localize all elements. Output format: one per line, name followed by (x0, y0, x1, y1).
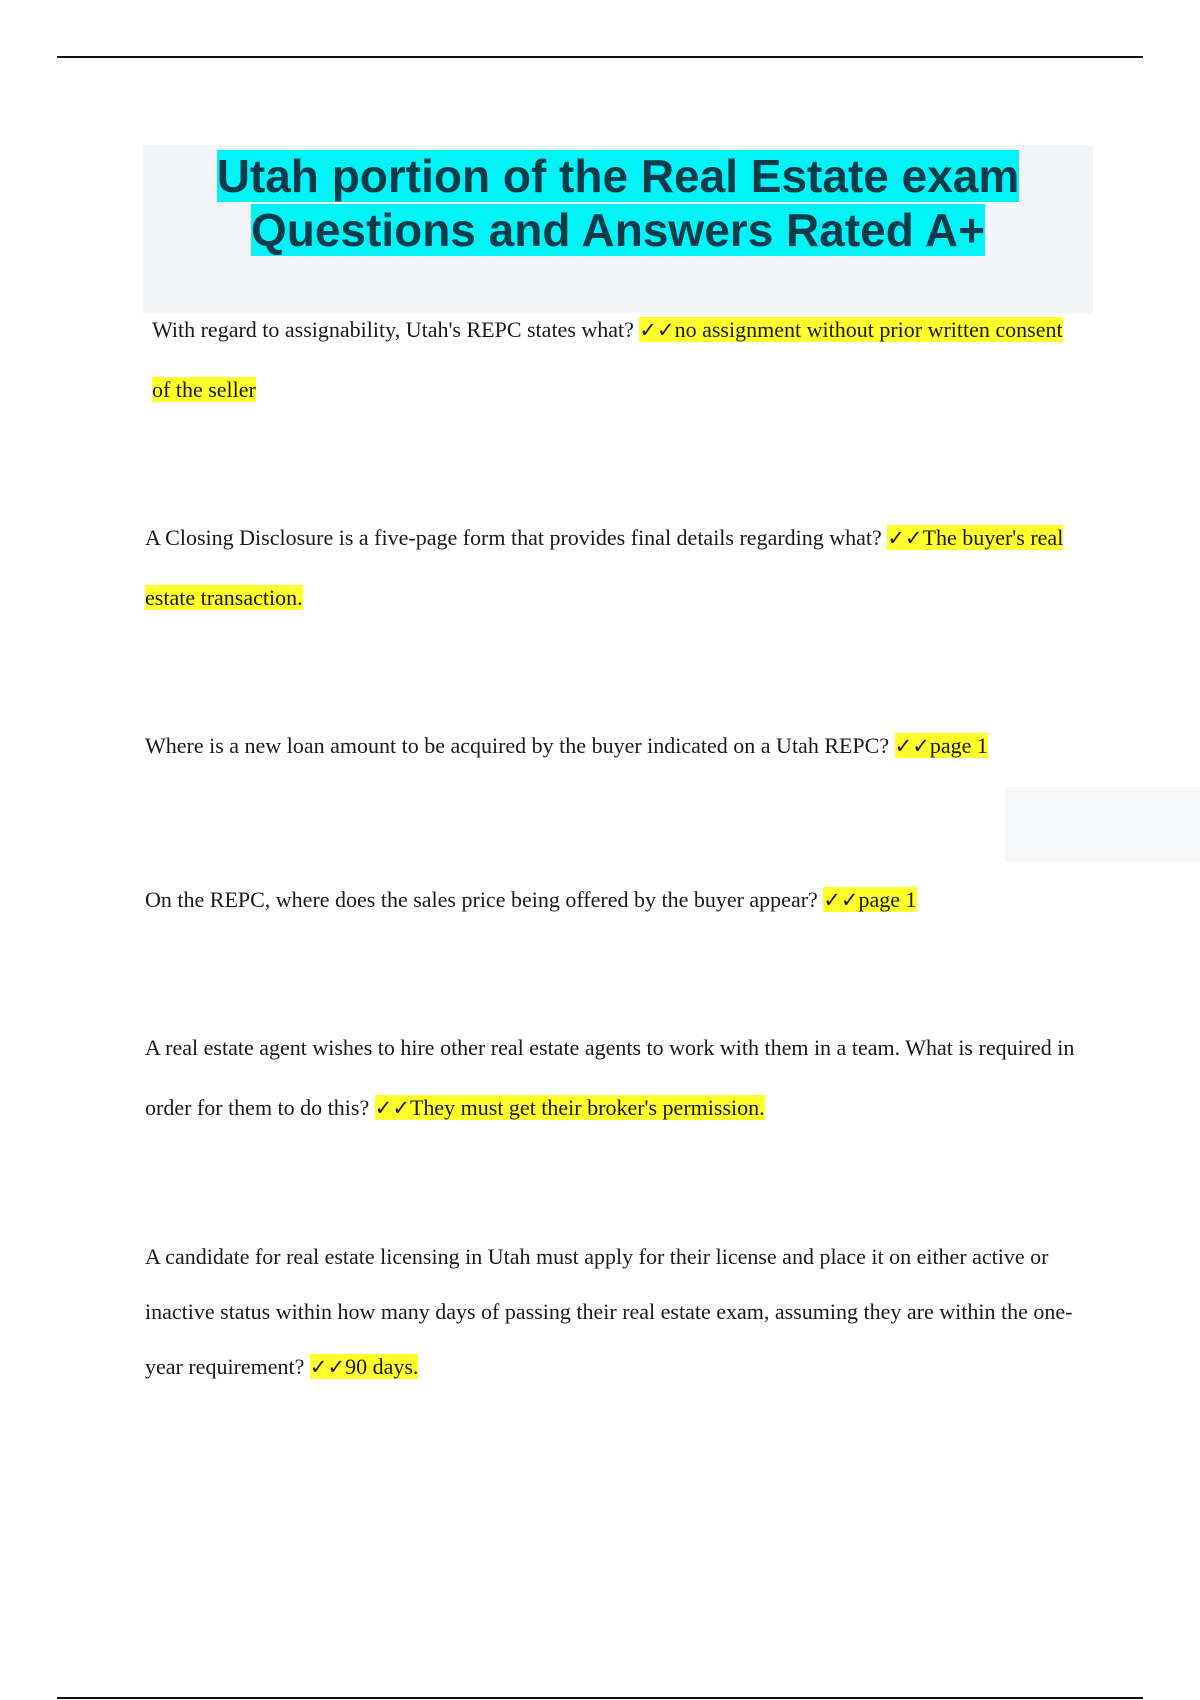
answer-text: page 1 (858, 887, 917, 912)
answer-text: 90 days. (345, 1354, 419, 1379)
question-text: On the REPC, where does the sales price being offered by the buyer appear? (145, 887, 818, 912)
answer-highlight (895, 733, 988, 758)
double-check-icon: ✓✓ (374, 1096, 410, 1120)
footer-rule (57, 1697, 1143, 1699)
question-text: Where is a new loan amount to be acquired by the buyer indicated on a Utah REPC? (145, 733, 890, 758)
qa-item-2 (145, 508, 1080, 628)
qa-item-6 (145, 1229, 1080, 1395)
answer-text: no assignment without prior written consent of the seller (152, 317, 1063, 402)
qa-item-3 (145, 716, 1080, 776)
double-check-icon: ✓✓ (823, 888, 859, 912)
double-check-icon: ✓✓ (894, 734, 930, 758)
qa-item-4 (145, 870, 1080, 930)
question-text: A real estate agent wishes to hire other real estate agents to work with them in a team. What is required in order for them to do this? (145, 1035, 1075, 1120)
answer-highlight (310, 1354, 419, 1379)
answer-text: They must get their broker's permission. (409, 1095, 765, 1120)
question-text: With regard to assignability, Utah's REPC states what? (152, 317, 634, 342)
answer-highlight (375, 1095, 765, 1120)
qa-item-1 (145, 300, 1080, 420)
answer-text: The buyer's real estate transaction. (145, 525, 1064, 610)
double-check-icon: ✓✓ (887, 526, 923, 550)
faint-shaded-area (1005, 787, 1200, 862)
question-text: A candidate for real estate licensing in Utah must apply for their license and place it on either active or inactive status within how many days of passing their real estate exam, assuming they are within the one-year requirement? (145, 1244, 1073, 1379)
answer-highlight (823, 887, 916, 912)
document-title-line-1: Utah portion of the Real Estate exam (216, 150, 1020, 202)
double-check-icon: ✓✓ (639, 318, 675, 342)
question-text: A Closing Disclosure is a five-page form that provides final details regarding what? (145, 525, 882, 550)
document-title-line-2: Questions and Answers Rated A+ (250, 204, 986, 256)
qa-item-5 (145, 1018, 1080, 1138)
header-rule (57, 56, 1143, 58)
double-check-icon: ✓✓ (309, 1355, 346, 1379)
title-block (143, 145, 1093, 313)
answer-text: page 1 (929, 733, 988, 758)
